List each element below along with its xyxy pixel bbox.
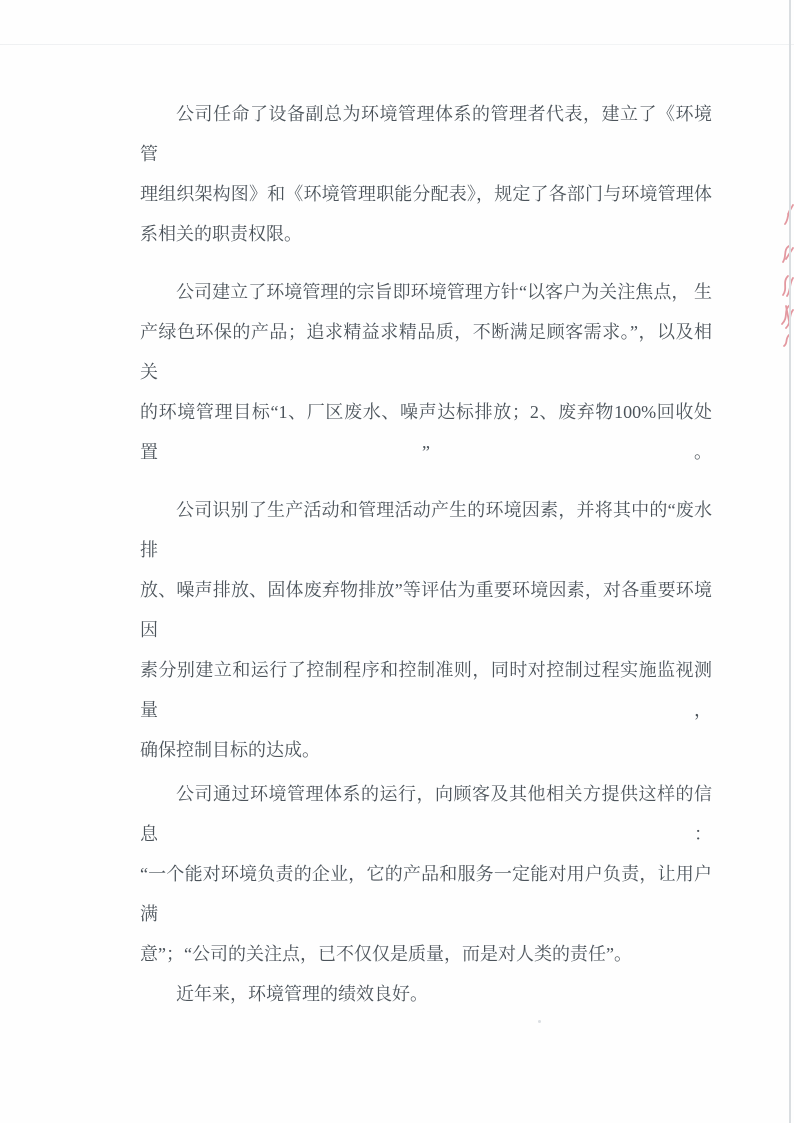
text-line: 公司建立了环境管理的宗旨即环境管理方针“以客户为关注焦点， 生	[176, 282, 712, 302]
paragraph-3	[140, 490, 712, 770]
text-line: 确保控制目标的达成。	[140, 740, 320, 760]
text-line: “一个能对环境负责的企业，它的产品和服务一定能对用户负责，让用户满	[140, 864, 712, 924]
scan-speck	[538, 1020, 541, 1023]
scan-artifact-line	[0, 44, 794, 45]
page-edge-line	[789, 0, 791, 1123]
text-line: 公司任命了设备副总为环境管理体系的管理者代表，建立了《环境管	[140, 104, 712, 164]
text-line: 系相关的职责权限。	[140, 224, 302, 244]
text-line: 放、噪声排放、固体废弃物排放”等评估为重要环境因素，对各重要环境因	[140, 580, 712, 640]
text-line: 素分别建立和运行了控制程序和控制准则，同时对控制过程实施监视测量，	[140, 660, 712, 720]
text-line: 的环境管理目标“1、厂区废水、噪声达标排放；2、废弃物100%回收处置”。	[140, 402, 712, 462]
text-line: 理组织架构图》和《环境管理职能分配表》，规定了各部门与环境管理体	[140, 184, 712, 204]
paragraph-2	[140, 272, 712, 472]
text-line: 意”；“公司的关注点，已不仅仅是质量，而是对人类的责任”。	[140, 944, 632, 964]
paragraph-4	[140, 774, 712, 974]
text-line: 公司识别了生产活动和管理活动产生的环境因素，并将其中的“废水排	[140, 500, 712, 560]
text-line: 产绿色环保的产品；追求精益求精品质，不断满足顾客需求。”，以及相关	[140, 322, 712, 382]
paragraph-5	[140, 974, 712, 1014]
red-seal-marks-icon	[774, 198, 794, 350]
text-line: 近年来，环境管理的绩效良好。	[176, 984, 428, 1004]
paragraph-1	[140, 94, 712, 254]
text-line: 公司通过环境管理体系的运行，向顾客及其他相关方提供这样的信息：	[140, 784, 712, 844]
document-body	[140, 94, 712, 1014]
